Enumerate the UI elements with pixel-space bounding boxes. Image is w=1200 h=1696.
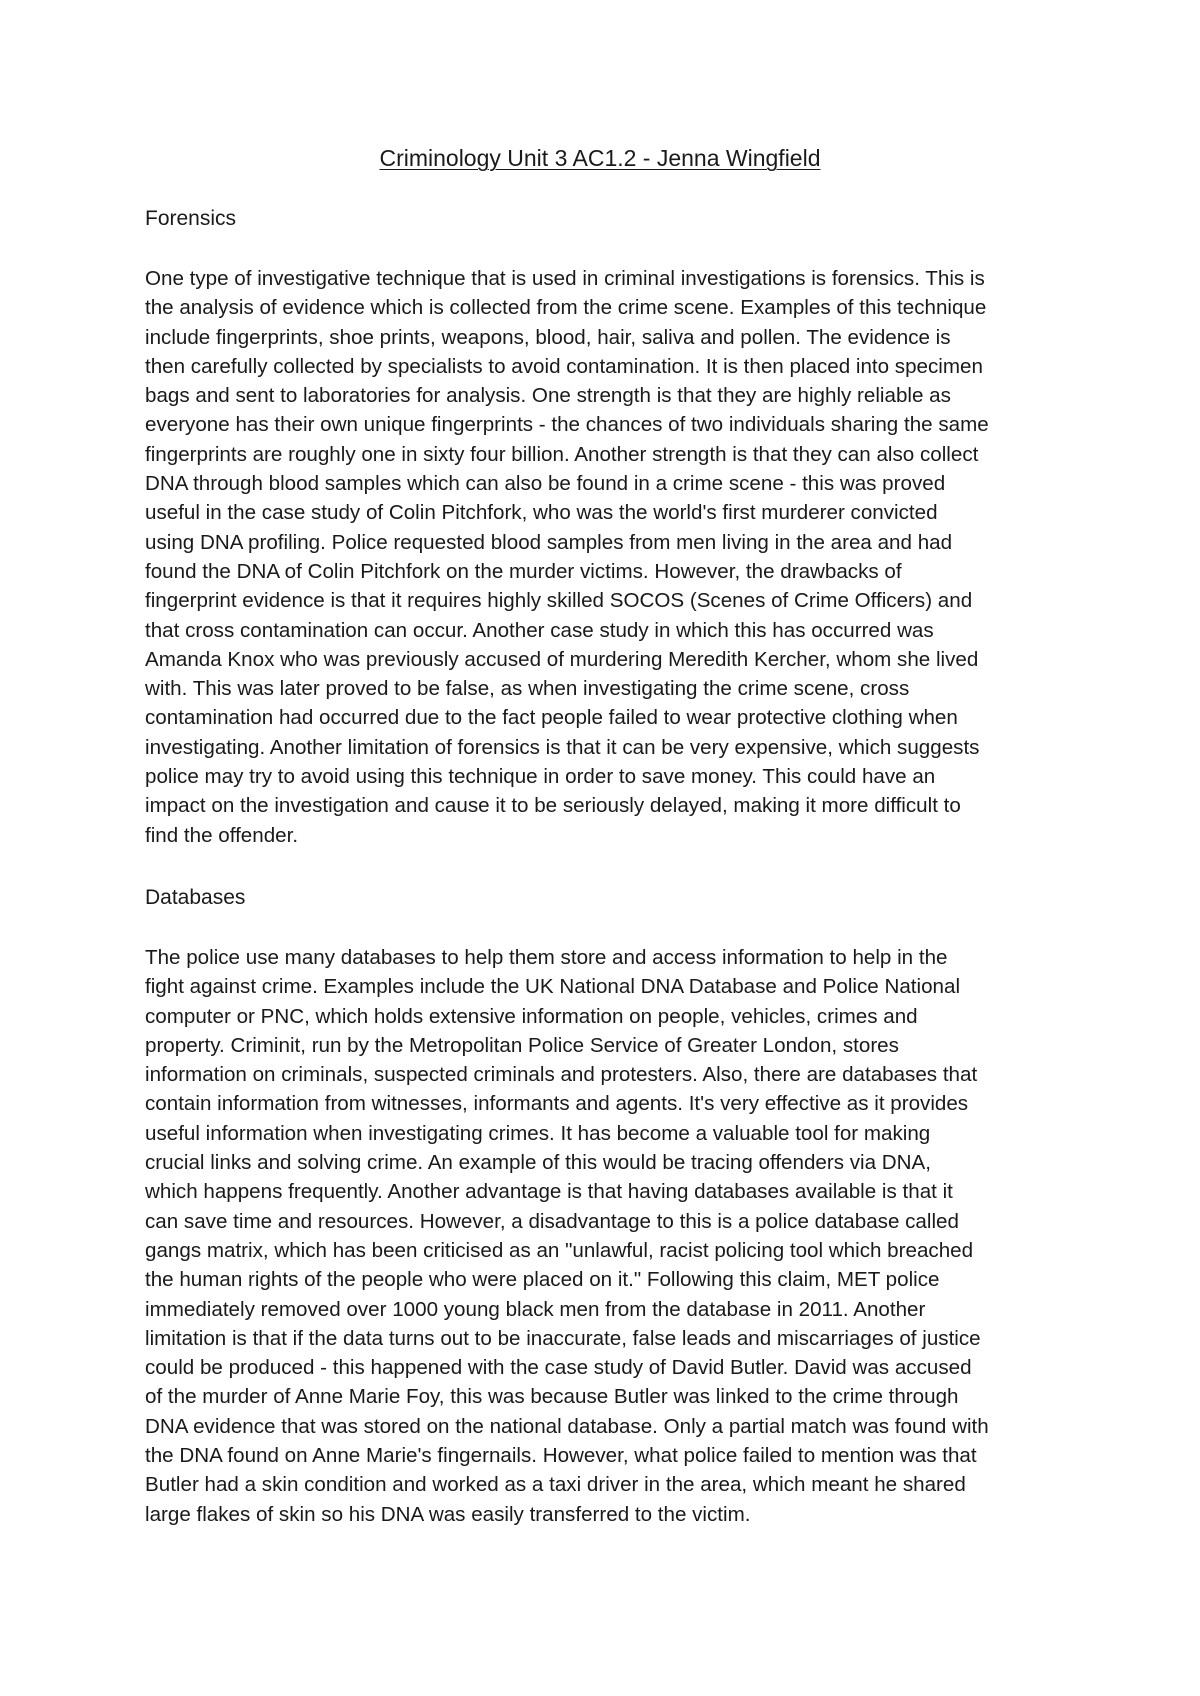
paragraph-line: using DNA profiling. Police requested blood samples from men living in the area and had (145, 530, 953, 554)
section-heading-databases: Databases (145, 886, 246, 909)
paragraph-line: fingerprints are roughly one in sixty four billion. Another strength is that they can also collect (145, 442, 979, 466)
paragraph-line: then carefully collected by specialists to avoid contamination. It is then placed into specimen (145, 354, 983, 378)
paragraph-line: information on criminals, suspected criminals and protesters. Also, there are databases that (145, 1063, 978, 1087)
paragraph-line: with. This was later proved to be false, as when investigating the crime scene, cross (145, 677, 910, 701)
paragraph-line: contamination had occurred due to the fact people failed to wear protective clothing when (145, 706, 958, 730)
paragraph-line: bags and sent to laboratories for analysis. One strength is that they are highly reliable as (145, 384, 951, 408)
paragraph-line: the human rights of the people who were placed on it." Following this claim, MET police (145, 1268, 940, 1292)
forensics-paragraph (145, 264, 1065, 850)
paragraph-line: DNA through blood samples which can also be found in a crime scene - this was proved (145, 472, 946, 496)
paragraph-line: fingerprint evidence is that it requires highly skilled SOCOS (Scenes of Crime Officers) and (145, 589, 973, 613)
paragraph-line: gangs matrix, which has been criticised as an "unlawful, racist policing tool which breached (145, 1238, 974, 1262)
paragraph-line: which happens frequently. Another advantage is that having databases available is that it (145, 1180, 953, 1204)
paragraph-line: find the offender. (145, 823, 299, 847)
paragraph-line: Amanda Knox who was previously accused of murdering Meredith Kercher, whom she lived (145, 647, 979, 671)
paragraph-line: The police use many databases to help them store and access information to help in the (145, 946, 948, 969)
paragraph-line: One type of investigative technique that is used in criminal investigations is forensics. This is (145, 267, 985, 290)
paragraph-line: can save time and resources. However, a disadvantage to this is a police database called (145, 1209, 959, 1233)
paragraph-line: everyone has their own unique fingerprints - the chances of two individuals sharing the same (145, 413, 989, 437)
paragraph-line: crucial links and solving crime. An example of this would be tracing offenders via DNA, (145, 1151, 931, 1175)
paragraph-line: fight against crime. Examples include the UK National DNA Database and Police National (145, 975, 961, 999)
paragraph-line: DNA evidence that was stored on the national database. Only a partial match was found with (145, 1414, 989, 1438)
section-heading-forensics: Forensics (145, 207, 237, 230)
databases-paragraph (145, 943, 1065, 1529)
paragraph-line: include fingerprints, shoe prints, weapons, blood, hair, saliva and pollen. The evidence is (145, 325, 951, 349)
paragraph-line: property. Criminit, run by the Metropolitan Police Service of Greater London, stores (145, 1033, 899, 1057)
paragraph-line: investigating. Another limitation of forensics is that it can be very expensive, which suggests (145, 735, 980, 759)
paragraph-line: found the DNA of Colin Pitchfork on the murder victims. However, the drawbacks of (145, 559, 902, 583)
paragraph-line: could be produced - this happened with the case study of David Butler. David was accused (145, 1356, 972, 1380)
paragraph-line: the DNA found on Anne Marie's fingernails. However, what police failed to mention was that (145, 1444, 977, 1468)
paragraph-line: immediately removed over 1000 young black men from the database in 2011. Another (145, 1297, 926, 1321)
paragraph-line: police may try to avoid using this technique in order to save money. This could have an (145, 765, 936, 789)
paragraph-line: impact on the investigation and cause it to be seriously delayed, making it more difficult to (145, 794, 961, 818)
paragraph-line: the analysis of evidence which is collected from the crime scene. Examples of this technique (145, 296, 987, 320)
paragraph-line: Butler had a skin condition and worked as a taxi driver in the area, which meant he shared (145, 1473, 966, 1497)
document-title: Criminology Unit 3 AC1.2 - Jenna Wingfield (379, 145, 821, 171)
paragraph-line: computer or PNC, which holds extensive information on people, vehicles, crimes and (145, 1004, 918, 1028)
paragraph-line: large flakes of skin so his DNA was easily transferred to the victim. (145, 1502, 751, 1526)
paragraph-line: that cross contamination can occur. Another case study in which this has occurred was (145, 618, 934, 642)
paragraph-line: useful in the case study of Colin Pitchfork, who was the world's first murderer convicted (145, 501, 938, 525)
paragraph-line: contain information from witnesses, informants and agents. It's very effective as it provides (145, 1092, 969, 1116)
paragraph-line: limitation is that if the data turns out to be inaccurate, false leads and miscarriages of justice (145, 1326, 981, 1350)
paragraph-line: useful information when investigating crimes. It has become a valuable tool for making (145, 1121, 931, 1145)
paragraph-line: of the murder of Anne Marie Foy, this was because Butler was linked to the crime through (145, 1385, 959, 1409)
